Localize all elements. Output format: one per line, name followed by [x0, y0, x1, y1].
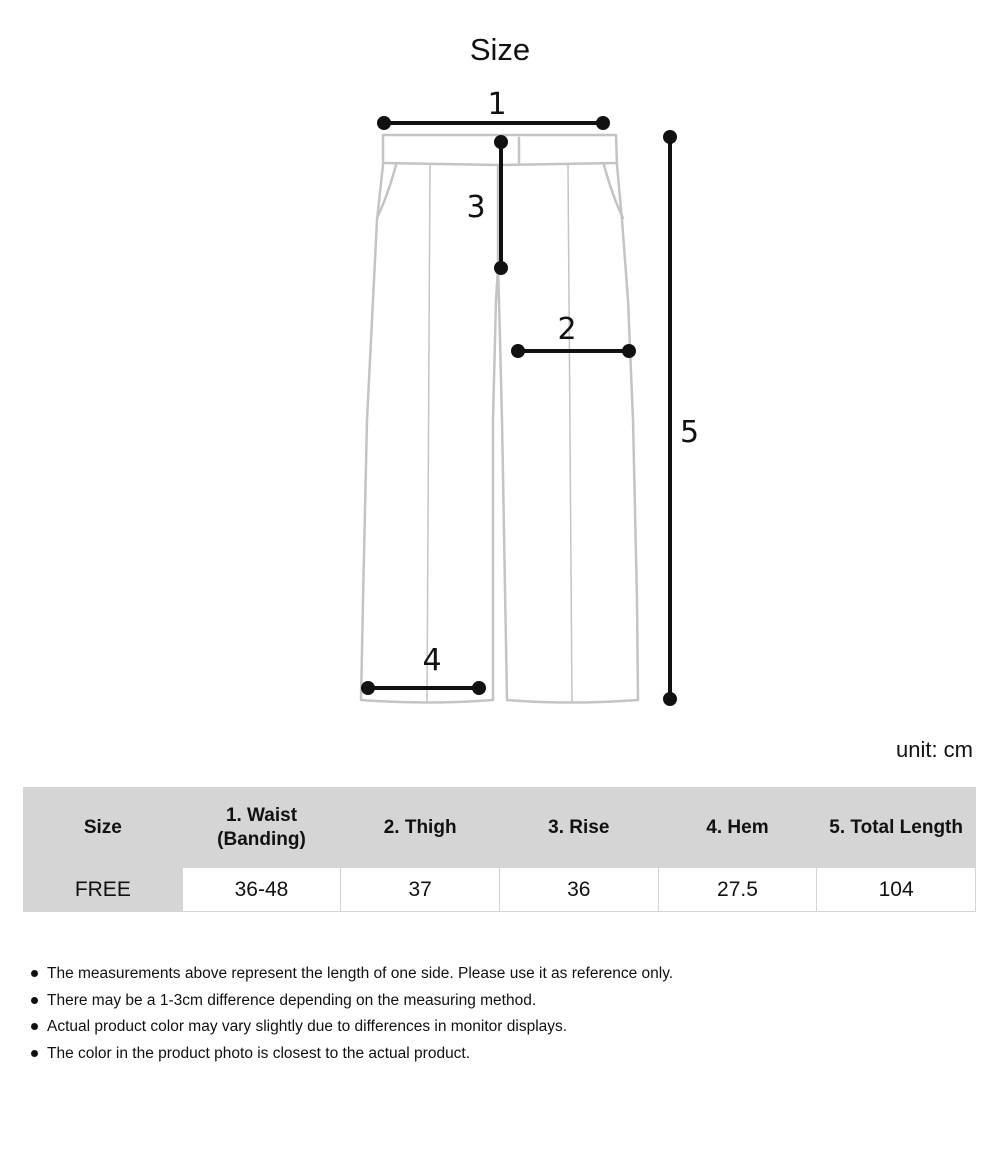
cell-rise: 36 [499, 868, 658, 912]
notes-list [30, 961, 673, 1067]
rise-dot-bottom [494, 261, 508, 275]
measure-lines [368, 123, 670, 699]
cell-waist: 36-48 [182, 868, 341, 912]
hem-dot-left [361, 681, 375, 695]
right-crease [568, 165, 572, 702]
measure-dots [361, 116, 677, 706]
header-total-length: 5. Total Length [817, 788, 976, 868]
note-item: Actual product color may vary slightly due to differences in monitor displays. [30, 1014, 673, 1041]
waist-dot-left [377, 116, 391, 130]
header-waist: 1. Waist (Banding) [182, 788, 341, 868]
rise-dot-top [494, 135, 508, 149]
table-row [24, 868, 976, 912]
length-label: 5 [680, 415, 700, 450]
header-thigh: 2. Thigh [341, 788, 500, 868]
cell-size: FREE [24, 868, 183, 912]
waist-dot-right [596, 116, 610, 130]
rise-label: 3 [466, 190, 486, 225]
cell-total-length: 104 [817, 868, 976, 912]
thigh-label: 2 [557, 312, 577, 347]
hem-label: 4 [422, 643, 442, 678]
length-dot-top [663, 130, 677, 144]
note-item: There may be a 1-3cm difference depending on the measuring method. [30, 988, 673, 1015]
cell-hem: 27.5 [658, 868, 817, 912]
page-title: Size [469, 32, 531, 67]
header-rise: 3. Rise [499, 788, 658, 868]
size-table [23, 787, 976, 912]
note-item: The color in the product photo is closest to the actual product. [30, 1041, 673, 1068]
length-dot-bottom [663, 692, 677, 706]
note-item: The measurements above represent the length of one side. Please use it as reference only. [30, 961, 673, 988]
hem-dot-right [472, 681, 486, 695]
thigh-dot-left [511, 344, 525, 358]
left-crease [427, 165, 430, 702]
waist-label: 1 [487, 87, 507, 122]
thigh-dot-right [622, 344, 636, 358]
cell-thigh: 37 [341, 868, 500, 912]
table-header-row [24, 788, 976, 868]
unit-label: unit: cm [895, 737, 973, 762]
header-hem: 4. Hem [658, 788, 817, 868]
header-size: Size [24, 788, 183, 868]
